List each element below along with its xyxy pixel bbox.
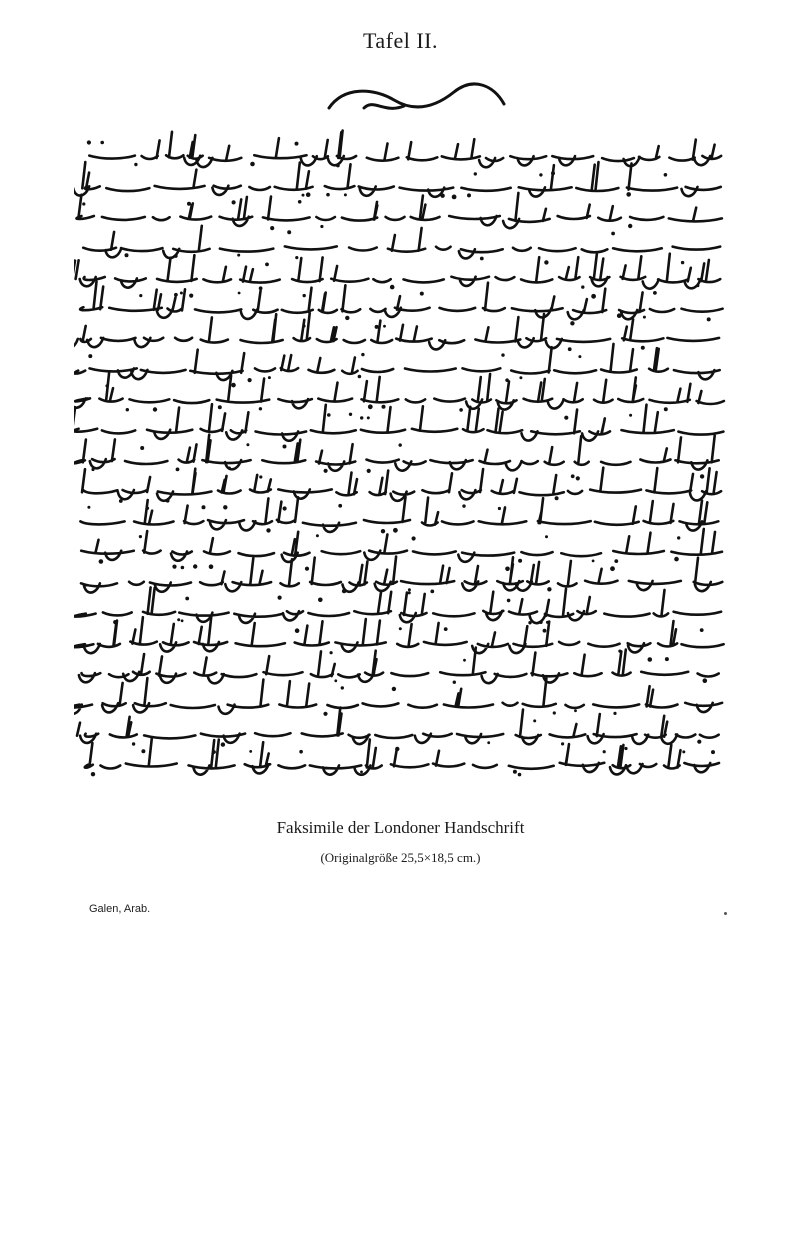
manuscript-diacritic-dot [617, 313, 622, 318]
manuscript-diacritic-dot [126, 408, 129, 411]
manuscript-diacritic-dot [367, 416, 370, 419]
manuscript-diacritic-dot [349, 413, 352, 416]
manuscript-diacritic-dot [266, 528, 270, 532]
manuscript-diacritic-dot [518, 559, 522, 563]
manuscript-diacritic-dot [539, 621, 542, 624]
manuscript-diacritic-dot [248, 378, 252, 382]
manuscript-line [80, 282, 723, 322]
manuscript-line [74, 373, 724, 412]
manuscript-diacritic-dot [295, 628, 300, 633]
manuscript-diacritic-dot [360, 416, 363, 419]
manuscript-diacritic-dot [547, 587, 551, 591]
manuscript-diacritic-dot [533, 719, 536, 722]
manuscript-diacritic-dot [399, 627, 402, 630]
manuscript-heading-stroke [329, 84, 504, 108]
manuscript-diacritic-dot [551, 171, 555, 175]
manuscript-diacritic-dot [682, 750, 685, 753]
manuscript-diacritic-dot [390, 285, 395, 290]
manuscript-diacritic-dot [202, 505, 206, 509]
manuscript-diacritic-dot [420, 292, 424, 296]
manuscript-diacritic-dot [187, 202, 191, 206]
manuscript-diacritic-dot [611, 232, 615, 236]
manuscript-diacritic-dot [174, 254, 178, 258]
manuscript-line [87, 131, 721, 168]
manuscript-line [82, 468, 721, 503]
manuscript-diacritic-dot [358, 375, 362, 379]
manuscript-diacritic-dot [578, 355, 581, 358]
manuscript-line-stroke [74, 435, 719, 471]
manuscript-diacritic-dot [360, 771, 363, 774]
manuscript-diacritic-dot [189, 294, 193, 298]
manuscript-diacritic-dot [302, 194, 305, 197]
manuscript-diacritic-dot [327, 413, 331, 417]
manuscript-diacritic-dot [141, 749, 145, 753]
manuscript-diacritic-dot [375, 325, 379, 329]
manuscript-line-stroke [79, 648, 719, 684]
manuscript-diacritic-dot [320, 225, 323, 228]
manuscript-diacritic-dot [209, 564, 214, 569]
manuscript-diacritic-dot [237, 254, 240, 257]
manuscript-diacritic-dot [338, 504, 342, 508]
manuscript-diacritic-dot [564, 416, 568, 420]
manuscript-diacritic-dot [323, 712, 327, 716]
manuscript-diacritic-dot [278, 596, 282, 600]
manuscript-diacritic-dot [259, 475, 262, 478]
manuscript-diacritic-dot [368, 404, 373, 409]
manuscript-diacritic-dot [381, 529, 385, 533]
manuscript-diacritic-dot [181, 619, 184, 622]
manuscript-diacritic-dot [626, 192, 631, 197]
manuscript-line [85, 738, 719, 776]
manuscript-diacritic-dot [528, 621, 531, 624]
manuscript-diacritic-dot [91, 468, 94, 471]
manuscript-line-stroke [85, 738, 719, 774]
manuscript-diacritic-dot [571, 474, 575, 478]
manuscript-line-stroke [77, 708, 719, 745]
manuscript-diacritic-dot [342, 589, 346, 593]
manuscript-diacritic-dot [345, 316, 349, 320]
corner-mark [724, 912, 727, 915]
manuscript-diacritic-dot [513, 770, 517, 774]
manuscript-diacritic-dot [287, 230, 291, 234]
manuscript-diacritic-dot [653, 291, 657, 295]
manuscript-diacritic-dot [592, 560, 595, 563]
manuscript-line [81, 529, 722, 564]
manuscript-diacritic-dot [87, 140, 91, 144]
manuscript-diacritic-dot [603, 750, 606, 753]
manuscript-diacritic-dot [298, 200, 302, 204]
manuscript-line-stroke [74, 313, 719, 349]
caption-dimensions: (Originalgröße 25,5×18,5 cm.) [320, 850, 481, 865]
manuscript-diacritic-dot [697, 284, 700, 287]
manuscript-diacritic-dot [318, 598, 323, 603]
manuscript-diacritic-dot [501, 353, 504, 356]
manuscript-diacritic-dot [395, 747, 399, 751]
manuscript-diacritic-dot [174, 293, 178, 297]
manuscript-diacritic-dot [180, 292, 183, 295]
manuscript-diacritic-dot [697, 740, 701, 744]
footer-note: Galen, Arab. [89, 903, 151, 915]
manuscript-line-stroke [74, 373, 724, 410]
manuscript-diacritic-dot [306, 192, 311, 197]
caption-title: Faksimile der Londoner Handschrift [276, 818, 525, 837]
manuscript-line [77, 708, 719, 747]
manuscript-line-stroke [74, 678, 722, 714]
manuscript-diacritic-dot [474, 172, 477, 175]
manuscript-diacritic-dot [146, 507, 149, 510]
manuscript-diacritic-dot [629, 414, 632, 417]
manuscript-diacritic-dot [303, 294, 306, 297]
manuscript-diacritic-dot [295, 256, 298, 259]
manuscript-line [74, 678, 722, 716]
manuscript-line-stroke [82, 468, 721, 501]
manuscript-diacritic-dot [624, 747, 627, 750]
manuscript-line [74, 587, 721, 624]
manuscript-diacritic-dot [628, 224, 632, 228]
manuscript-diacritic-dot [367, 469, 371, 473]
manuscript-diacritic-dot [677, 536, 680, 539]
manuscript-diacritic-dot [221, 742, 225, 746]
manuscript-diacritic-dot [681, 261, 684, 264]
manuscript-diacritic-dot [330, 651, 333, 654]
manuscript-line-stroke [89, 131, 721, 168]
manuscript-diacritic-dot [132, 742, 135, 745]
manuscript-diacritic-dot [100, 141, 104, 145]
manuscript-diacritic-dot [707, 317, 711, 321]
manuscript-line-stroke [74, 254, 720, 289]
manuscript-diacritic-dot [134, 163, 137, 166]
manuscript-diacritic-dot [125, 253, 129, 257]
manuscript-line [74, 404, 723, 441]
manuscript-diacritic-dot [341, 686, 344, 689]
manuscript-diacritic-dot [140, 446, 144, 450]
manuscript-diacritic-dot [185, 597, 189, 601]
manuscript-diacritic-dot [336, 164, 340, 168]
manuscript-diacritic-dot [430, 590, 434, 594]
manuscript-line-stroke [74, 193, 722, 228]
manuscript-diacritic-dot [324, 469, 328, 473]
manuscript-diacritic-dot [231, 383, 236, 388]
manuscript-line-stroke [74, 404, 723, 441]
manuscript-diacritic-dot [176, 468, 180, 472]
manuscript-diacritic-dot [302, 324, 305, 327]
manuscript-diacritic-dot [610, 566, 615, 571]
manuscript-diacritic-dot [463, 659, 466, 662]
manuscript-line [74, 344, 719, 382]
manuscript-diacritic-dot [452, 195, 457, 200]
manuscript-diacritic-dot [467, 193, 471, 197]
manuscript-line [79, 648, 719, 684]
manuscript-diacritic-dot [193, 564, 197, 568]
manuscript-diacritic-dot [105, 384, 108, 387]
manuscript-diacritic-dot [250, 162, 255, 167]
manuscript-diacritic-dot [459, 408, 463, 412]
manuscript-diacritic-dot [172, 565, 176, 569]
manuscript-line [74, 313, 719, 351]
manuscript-diacritic-dot [674, 557, 679, 562]
manuscript-diacritic-dot [270, 226, 274, 230]
manuscript-diacritic-dot [539, 173, 542, 176]
manuscript-diacritic-dot [316, 534, 319, 537]
manuscript-diacritic-dot [295, 142, 299, 146]
manuscript-line-stroke [74, 162, 721, 197]
manuscript-diacritic-dot [613, 712, 616, 715]
manuscript-diacritic-dot [700, 628, 704, 632]
manuscript-line-stroke [80, 497, 718, 532]
manuscript-diacritic-dot [711, 750, 715, 754]
manuscript-diacritic-dot [543, 629, 547, 633]
manuscript-diacritic-dot [518, 773, 522, 777]
manuscript-diacritic-dot [440, 194, 444, 198]
manuscript-diacritic-dot [643, 316, 646, 319]
manuscript-diacritic-dot [139, 535, 142, 538]
manuscript-diacritic-dot [91, 772, 95, 776]
manuscript-diacritic-dot [88, 354, 92, 358]
manuscript-diacritic-dot [664, 173, 668, 177]
manuscript-diacritic-dot [570, 321, 574, 325]
manuscript-line [74, 193, 722, 230]
manuscript-diacritic-dot [212, 750, 216, 754]
manuscript-diacritic-dot [507, 599, 511, 603]
manuscript-diacritic-dot [238, 292, 241, 295]
manuscript-diacritic-dot [82, 202, 85, 205]
manuscript-diacritic-dot [399, 443, 402, 446]
manuscript-diacritic-dot [641, 346, 645, 350]
manuscript-diacritic-dot [361, 353, 364, 356]
manuscript-diacritic-dot [576, 476, 580, 480]
manuscript-diacritic-dot [305, 567, 309, 571]
manuscript-line-stroke [80, 282, 723, 320]
manuscript-diacritic-dot [299, 750, 303, 754]
manuscript-diacritic-dot [153, 407, 157, 411]
manuscript-line-stroke [74, 344, 719, 380]
manuscript-diacritic-dot [334, 679, 337, 682]
manuscript-diacritic-dot [498, 507, 501, 510]
manuscript-diacritic-dot [344, 193, 347, 196]
manuscript-diacritic-dot [382, 405, 386, 409]
manuscript-diacritic-dot [218, 405, 222, 409]
manuscript-line [80, 497, 718, 534]
manuscript-diacritic-dot [177, 618, 180, 621]
manuscript-line [83, 226, 720, 261]
manuscript-diacritic-dot [268, 376, 271, 379]
manuscript-line-stroke [81, 529, 722, 562]
manuscript-diacritic-dot [383, 325, 386, 328]
manuscript-line-stroke [74, 587, 721, 623]
manuscript-diacritic-dot [703, 678, 708, 683]
manuscript-diacritic-dot [561, 742, 564, 745]
manuscript-diacritic-dot [591, 294, 596, 299]
manuscript-diacritic-dot [283, 445, 287, 449]
manuscript-diacritic-dot [581, 285, 584, 288]
manuscript-diacritic-dot [259, 407, 262, 410]
manuscript-diacritic-dot [392, 687, 396, 691]
manuscript-diacritic-dot [480, 257, 484, 261]
manuscript-diacritic-dot [119, 499, 123, 503]
manuscript-diacritic-dot [326, 193, 330, 197]
manuscript-diacritic-dot [249, 750, 252, 753]
manuscript-diacritic-dot [408, 588, 411, 591]
manuscript-line [81, 557, 722, 595]
manuscript-diacritic-dot [553, 711, 556, 714]
manuscript-diacritic-dot [545, 535, 548, 538]
manuscript-diacritic-dot [555, 496, 559, 500]
manuscript-diacritic-dot [568, 347, 572, 351]
manuscript-diacritic-dot [223, 505, 227, 509]
manuscript-diacritic-dot [166, 499, 170, 503]
manuscript-diacritic-dot [648, 657, 653, 662]
manuscript-diacritic-dot [444, 627, 448, 631]
manuscript-diacritic-dot [232, 200, 236, 204]
manuscript-diacritic-dot [700, 474, 704, 478]
manuscript-diacritic-dot [283, 506, 287, 510]
manuscript-diacritic-dot [228, 467, 231, 470]
manuscript-diacritic-dot [544, 260, 548, 264]
manuscript-diacritic-dot [487, 741, 490, 744]
manuscript-diacritic-dot [393, 528, 398, 533]
manuscript-diacritic-dot [453, 681, 456, 684]
manuscript-diacritic-dot [614, 559, 618, 563]
plate-title: Tafel II. [362, 28, 439, 53]
manuscript-diacritic-dot [664, 407, 668, 411]
manuscript-line [74, 435, 719, 473]
manuscript-diacritic-dot [181, 566, 185, 570]
manuscript-diacritic-dot [519, 376, 522, 379]
manuscript-diacritic-dot [139, 294, 142, 297]
manuscript-diacritic-dot [574, 709, 577, 712]
manuscript-diacritic-dot [87, 506, 90, 509]
manuscript-diacritic-dot [462, 504, 465, 507]
manuscript-diacritic-dot [412, 536, 416, 540]
manuscript-line-stroke [74, 616, 724, 653]
manuscript-diacritic-dot [246, 443, 249, 446]
manuscript-facsimile-image [74, 78, 734, 788]
manuscript-line [74, 162, 721, 199]
manuscript-diacritic-dot [265, 263, 269, 267]
manuscript-line [74, 254, 720, 291]
manuscript-handwriting [74, 78, 734, 788]
manuscript-diacritic-dot [505, 567, 510, 572]
manuscript-line-stroke [83, 226, 720, 259]
manuscript-diacritic-dot [665, 657, 669, 661]
manuscript-diacritic-dot [99, 559, 104, 564]
